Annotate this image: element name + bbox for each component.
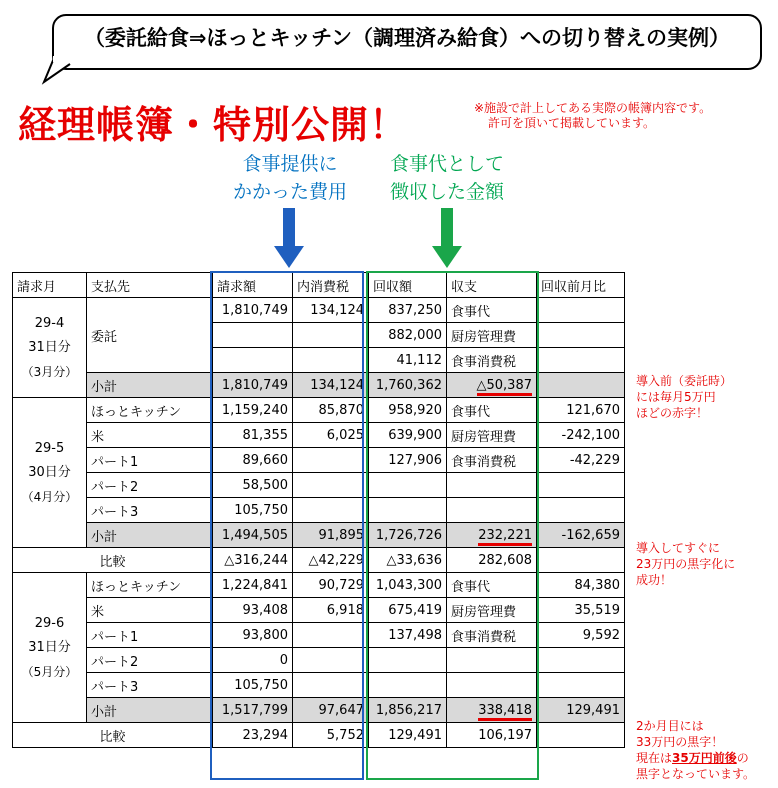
column-header: 内消費税	[293, 273, 369, 298]
side-note-line: 成功！	[636, 573, 673, 587]
side-note-line: ほどの赤字！	[636, 406, 709, 420]
comparison-row	[13, 548, 625, 573]
cell: パート1	[87, 448, 213, 473]
side-note-line: 23万円の黒字化に	[636, 557, 736, 571]
table-row	[13, 448, 625, 473]
cell: 675,419	[369, 598, 447, 623]
cell: △33,636	[369, 548, 447, 573]
balance-value: △50,387	[477, 378, 533, 396]
cell: 639,900	[369, 423, 447, 448]
cell: 129,491	[369, 723, 447, 748]
table-row	[13, 498, 625, 523]
cell: パート3	[87, 673, 213, 698]
table-row	[13, 673, 625, 698]
table-row	[13, 648, 625, 673]
cell: 1,224,841	[213, 573, 293, 598]
cell	[447, 498, 537, 523]
cell: パート2	[87, 648, 213, 673]
main-title: 経理帳簿・特別公開！	[18, 103, 409, 147]
balance-cell	[447, 373, 537, 398]
period-cell	[13, 398, 87, 548]
payee-cell: 委託	[87, 298, 213, 373]
ledger-table	[12, 272, 625, 748]
cell	[537, 498, 625, 523]
side-note-line: 2か月目には	[636, 719, 704, 733]
cell: 1,810,749	[213, 298, 293, 323]
cell	[537, 348, 625, 373]
cell	[213, 323, 293, 348]
cell: 1,517,799	[213, 698, 293, 723]
cell: パート2	[87, 473, 213, 498]
period-days: 31日分	[28, 639, 71, 655]
cell: 5,752	[293, 723, 369, 748]
cell: 90,729	[293, 573, 369, 598]
cell: 厨房管理費	[447, 323, 537, 348]
cell: 1,159,240	[213, 398, 293, 423]
cell: 89,660	[213, 448, 293, 473]
cell	[537, 373, 625, 398]
cell	[537, 723, 625, 748]
table-header-row	[13, 273, 625, 298]
cell: 85,870	[293, 398, 369, 423]
cell	[293, 623, 369, 648]
balance-cell	[447, 698, 537, 723]
cell: 1,760,362	[369, 373, 447, 398]
cell: 97,647	[293, 698, 369, 723]
cell: 食事代	[447, 298, 537, 323]
cell: △316,244	[213, 548, 293, 573]
cell	[447, 673, 537, 698]
cell	[293, 448, 369, 473]
cell: 食事消費税	[447, 448, 537, 473]
cell: 食事代	[447, 573, 537, 598]
cell: 93,408	[213, 598, 293, 623]
table-row	[13, 598, 625, 623]
cell: ほっとキッチン	[87, 573, 213, 598]
cell: 食事消費税	[447, 348, 537, 373]
cell: △42,229	[293, 548, 369, 573]
cell	[369, 648, 447, 673]
cell	[537, 673, 625, 698]
cell	[293, 498, 369, 523]
column-header: 回収額	[369, 273, 447, 298]
revenue-label-line: 食事代として	[389, 153, 504, 175]
note-line: ※施設で計上してある実際の帳簿内容です。	[474, 101, 712, 115]
table-row	[13, 573, 625, 598]
comparison-row	[13, 723, 625, 748]
side-note-second-month	[636, 718, 755, 782]
cell: 1,726,726	[369, 523, 447, 548]
cell: 93,800	[213, 623, 293, 648]
cell	[293, 648, 369, 673]
side-note-first-month	[636, 540, 735, 588]
period-cell	[13, 298, 87, 398]
table-row	[13, 423, 625, 448]
side-note-before	[636, 373, 732, 421]
side-note-text: の	[736, 751, 749, 765]
side-note-highlight: 35万円前後	[672, 751, 737, 765]
cell: 105,750	[213, 498, 293, 523]
balance-value: 232,221	[478, 528, 532, 546]
period-month: 29-6	[34, 615, 65, 631]
cell: パート3	[87, 498, 213, 523]
cell: 91,895	[293, 523, 369, 548]
cell: 小計	[87, 698, 213, 723]
cell: 134,124	[293, 298, 369, 323]
cell: 厨房管理費	[447, 423, 537, 448]
subtotal-row	[13, 698, 625, 723]
balance-value: 338,418	[478, 703, 532, 721]
cell: 137,498	[369, 623, 447, 648]
cost-label-line: かかった費用	[232, 181, 347, 203]
table-row	[13, 398, 625, 423]
side-note-line	[636, 750, 755, 766]
cell: 129,491	[537, 698, 625, 723]
cell	[369, 498, 447, 523]
column-header: 支払先	[87, 273, 213, 298]
cell	[369, 673, 447, 698]
cell: 35,519	[537, 598, 625, 623]
cell	[537, 298, 625, 323]
cell: 1,856,217	[369, 698, 447, 723]
column-header: 収支	[447, 273, 537, 298]
cell	[369, 473, 447, 498]
down-arrow-icon	[272, 208, 306, 270]
cell: -162,659	[537, 523, 625, 548]
cost-label	[220, 150, 360, 206]
period-cell	[13, 573, 87, 723]
cell	[537, 548, 625, 573]
cell	[447, 648, 537, 673]
period-month: 29-4	[34, 315, 65, 331]
side-note-line: 33万円の黒字！	[636, 735, 724, 749]
cell	[537, 323, 625, 348]
cell: 105,750	[213, 673, 293, 698]
table-row	[13, 623, 625, 648]
cell	[293, 473, 369, 498]
side-note-text: 現在は	[636, 751, 673, 765]
cell: 9,592	[537, 623, 625, 648]
cell: 0	[213, 648, 293, 673]
cell: ほっとキッチン	[87, 398, 213, 423]
period-month: 29-5	[34, 440, 65, 456]
cell: 882,000	[369, 323, 447, 348]
subtotal-row	[13, 373, 625, 398]
cell: 6,918	[293, 598, 369, 623]
table-row	[13, 298, 625, 323]
cell: -242,100	[537, 423, 625, 448]
cost-label-line: 食事提供に	[242, 153, 338, 175]
cell: 食事消費税	[447, 623, 537, 648]
side-note-line: には毎月5万円	[636, 390, 716, 404]
cell: 121,670	[537, 398, 625, 423]
side-note-line: 導入前（委託時）	[636, 374, 733, 388]
period-target: （3月分）	[21, 364, 78, 379]
balance-cell	[447, 523, 537, 548]
revenue-label-line: 徴収した金額	[389, 181, 504, 203]
period-days: 31日分	[28, 339, 71, 355]
subtotal-row	[13, 523, 625, 548]
cell	[537, 648, 625, 673]
cell: 小計	[87, 373, 213, 398]
cell: 食事代	[447, 398, 537, 423]
cell	[537, 473, 625, 498]
cell: -42,229	[537, 448, 625, 473]
cell	[213, 348, 293, 373]
table-row	[13, 473, 625, 498]
speech-bubble-tail	[40, 56, 80, 86]
period-target: （5月分）	[21, 664, 78, 679]
cell: 134,124	[293, 373, 369, 398]
cell: 106,197	[447, 723, 537, 748]
cell: 1,043,300	[369, 573, 447, 598]
cell: 比較	[13, 548, 213, 573]
period-days: 30日分	[28, 464, 71, 480]
cell: 比較	[13, 723, 213, 748]
cell: 837,250	[369, 298, 447, 323]
down-arrow-icon	[430, 208, 464, 270]
disclaimer-note	[474, 101, 711, 131]
cell: 6,025	[293, 423, 369, 448]
cell	[293, 323, 369, 348]
side-note-line: 黒字となっています。	[636, 767, 756, 781]
cell: 1,810,749	[213, 373, 293, 398]
cell: 小計	[87, 523, 213, 548]
note-line: 許可を頂いて掲載しています。	[488, 116, 656, 130]
cell: 厨房管理費	[447, 598, 537, 623]
cell: 127,906	[369, 448, 447, 473]
cell: 958,920	[369, 398, 447, 423]
period-target: （4月分）	[21, 489, 78, 504]
cell: 米	[87, 423, 213, 448]
cell	[447, 473, 537, 498]
column-header: 回収前月比	[537, 273, 625, 298]
bubble-text: （委託給食⇒ほっとキッチン（調理済み給食）への切り替えの実例）	[83, 26, 731, 50]
cell: 23,294	[213, 723, 293, 748]
side-note-line: 導入してすぐに	[636, 541, 721, 555]
cell: 58,500	[213, 473, 293, 498]
cell: 282,608	[447, 548, 537, 573]
cell: 84,380	[537, 573, 625, 598]
cell: 1,494,505	[213, 523, 293, 548]
column-header: 請求額	[213, 273, 293, 298]
cell: 米	[87, 598, 213, 623]
revenue-label	[372, 150, 522, 206]
column-header: 請求月	[13, 273, 87, 298]
cell: パート1	[87, 623, 213, 648]
cell	[293, 673, 369, 698]
cell: 41,112	[369, 348, 447, 373]
cell: 81,355	[213, 423, 293, 448]
cell	[293, 348, 369, 373]
